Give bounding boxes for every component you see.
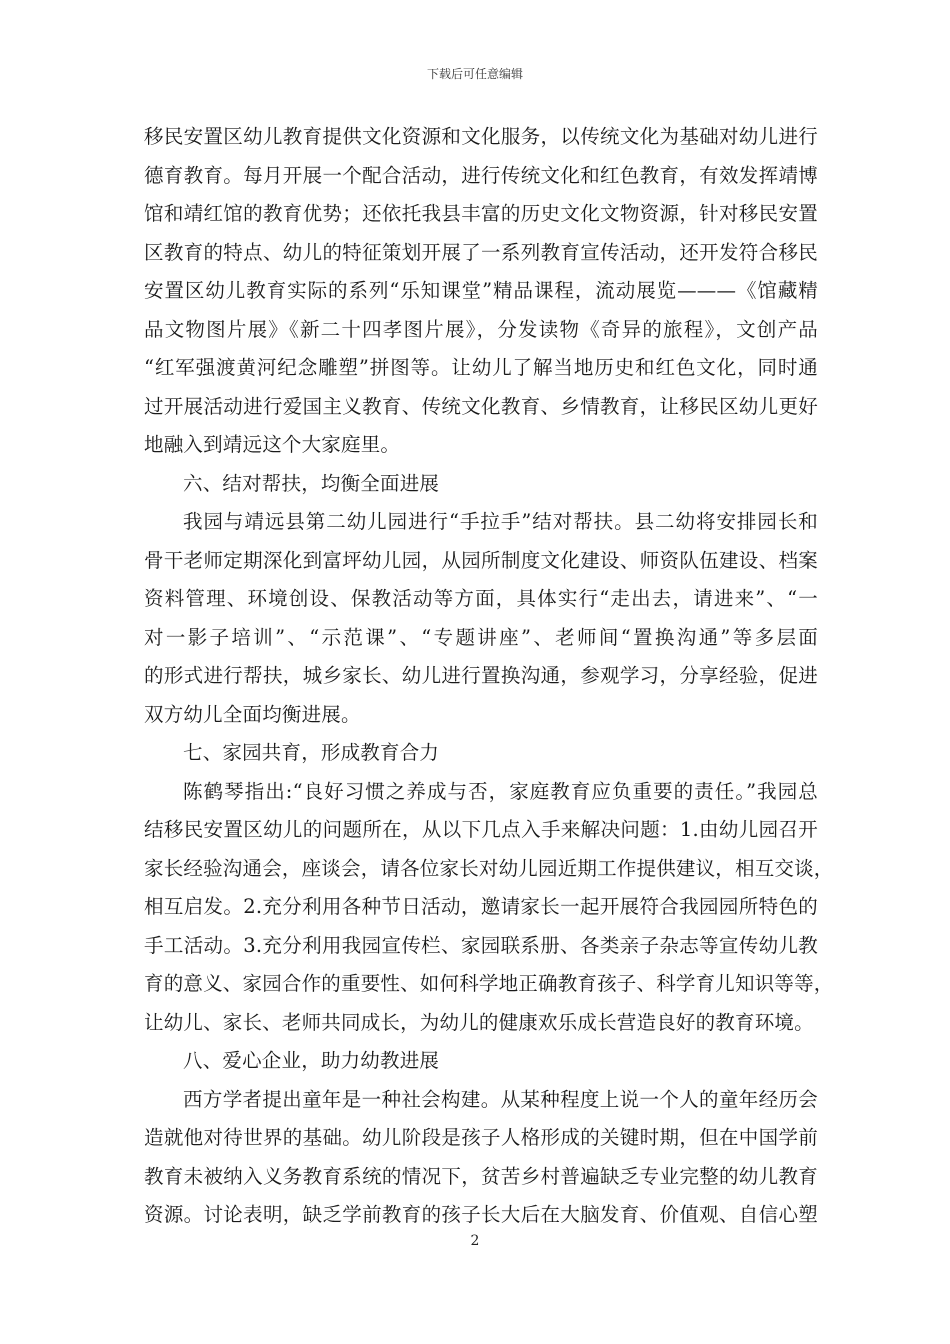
page-header: 下载后可任意编辑 <box>426 67 523 81</box>
body-line: 资源。讨论表明，缺乏学前教育的孩子长大后在大脑发育、价值观、自信心塑 <box>144 1203 818 1226</box>
body-line: 对一影子培训”、“示范课”、“专题讲座”、老师间“置换沟通”等多层面 <box>144 625 818 649</box>
body-line: 安置区幼儿教育实际的系列“乐知课堂”精品课程，流动展览———《馆藏精 <box>144 279 818 302</box>
paragraph-first-line: 西方学者提出童年是一种社会构建。从某种程度上说一个人的童年经历会 <box>183 1087 818 1111</box>
body-line: 移民安置区幼儿教育提供文化资源和文化服务，以传统文化为基础对幼儿进行 <box>144 125 818 148</box>
document-body <box>144 118 834 1235</box>
body-line: 资料管理、环境创设、保教活动等方面，具体实行“走出去，请进来”、“一 <box>144 587 818 610</box>
body-line: 骨干老师定期深化到富坪幼儿园，从园所制度文化建设、师资队伍建设、档案 <box>144 548 818 572</box>
body-line: 造就他对待世界的基础。幼儿阶段是孩子人格形成的关键时期，但在中国学前 <box>144 1126 818 1149</box>
body-line: 的形式进行帮扶，城乡家长、幼儿进行置换沟通，参观学习，分享经验，促进 <box>144 664 818 687</box>
body-line: 相互启发。2.充分利用各种节日活动，邀请家长一起开展符合我园园所特色的 <box>144 895 818 918</box>
paragraph-first-line: 我园与靖远县第二幼儿园进行“手拉手”结对帮扶。县二幼将安排园长和 <box>183 510 818 533</box>
body-line: 馆和靖红馆的教育优势；还依托我县丰富的历史文化文物资源，针对移民安置 <box>144 202 818 225</box>
body-line: 让幼儿、家长、老师共同成长，为幼儿的健康欢乐成长营造良好的教育环境。 <box>144 1010 814 1034</box>
body-line: 结移民安置区幼儿的问题所在，从以下几点入手来解决问题：1.由幼儿园召开 <box>144 818 818 841</box>
body-line: 过开展活动进行爱国主义教育、传统文化教育、乡情教育，让移民区幼儿更好 <box>144 394 818 418</box>
body-line: 教育未被纳入义务教育系统的情况下，贫苦乡村普遍缺乏专业完整的幼儿教育 <box>144 1164 818 1188</box>
section-heading: 八、爱心企业，助力幼教进展 <box>183 1049 440 1072</box>
body-line: 德育教育。每月开展一个配合活动，进行传统文化和红色教育，有效发挥靖博 <box>144 163 818 187</box>
page-number: 2 <box>470 1233 480 1249</box>
body-line: “红军强渡黄河纪念雕塑”拼图等。让幼儿了解当地历史和红色文化，同时通 <box>144 356 818 379</box>
body-line: 区教育的特点、幼儿的特征策划开展了一系列教育宣传活动，还开发符合移民 <box>144 240 818 264</box>
body-line: 品文物图片展》《新二十四孝图片展》，分发读物《奇异的旅程》，文创产品 <box>144 317 818 341</box>
paragraph-first-line: 陈鹤琴指出:“良好习惯之养成与否，家庭教育应负重要的责任。”我园总 <box>183 779 818 803</box>
body-line: 育的意义、家园合作的重要性、如何科学地正确教育孩子、科学育儿知识等等， <box>144 972 834 995</box>
section-heading: 七、家园共育，形成教育合力 <box>183 741 440 764</box>
body-line: 双方幼儿全面均衡进展。 <box>144 702 361 726</box>
body-line: 手工活动。3.充分利用我园宣传栏、家园联系册、各类亲子杂志等宣传幼儿教 <box>144 933 818 957</box>
section-heading: 六、结对帮扶，均衡全面进展 <box>183 471 440 495</box>
body-line: 家长经验沟通会，座谈会，请各位家长对幼儿园近期工作提供建议，相互交谈， <box>144 856 834 880</box>
body-line: 地融入到靖远这个大家庭里。 <box>144 433 401 456</box>
